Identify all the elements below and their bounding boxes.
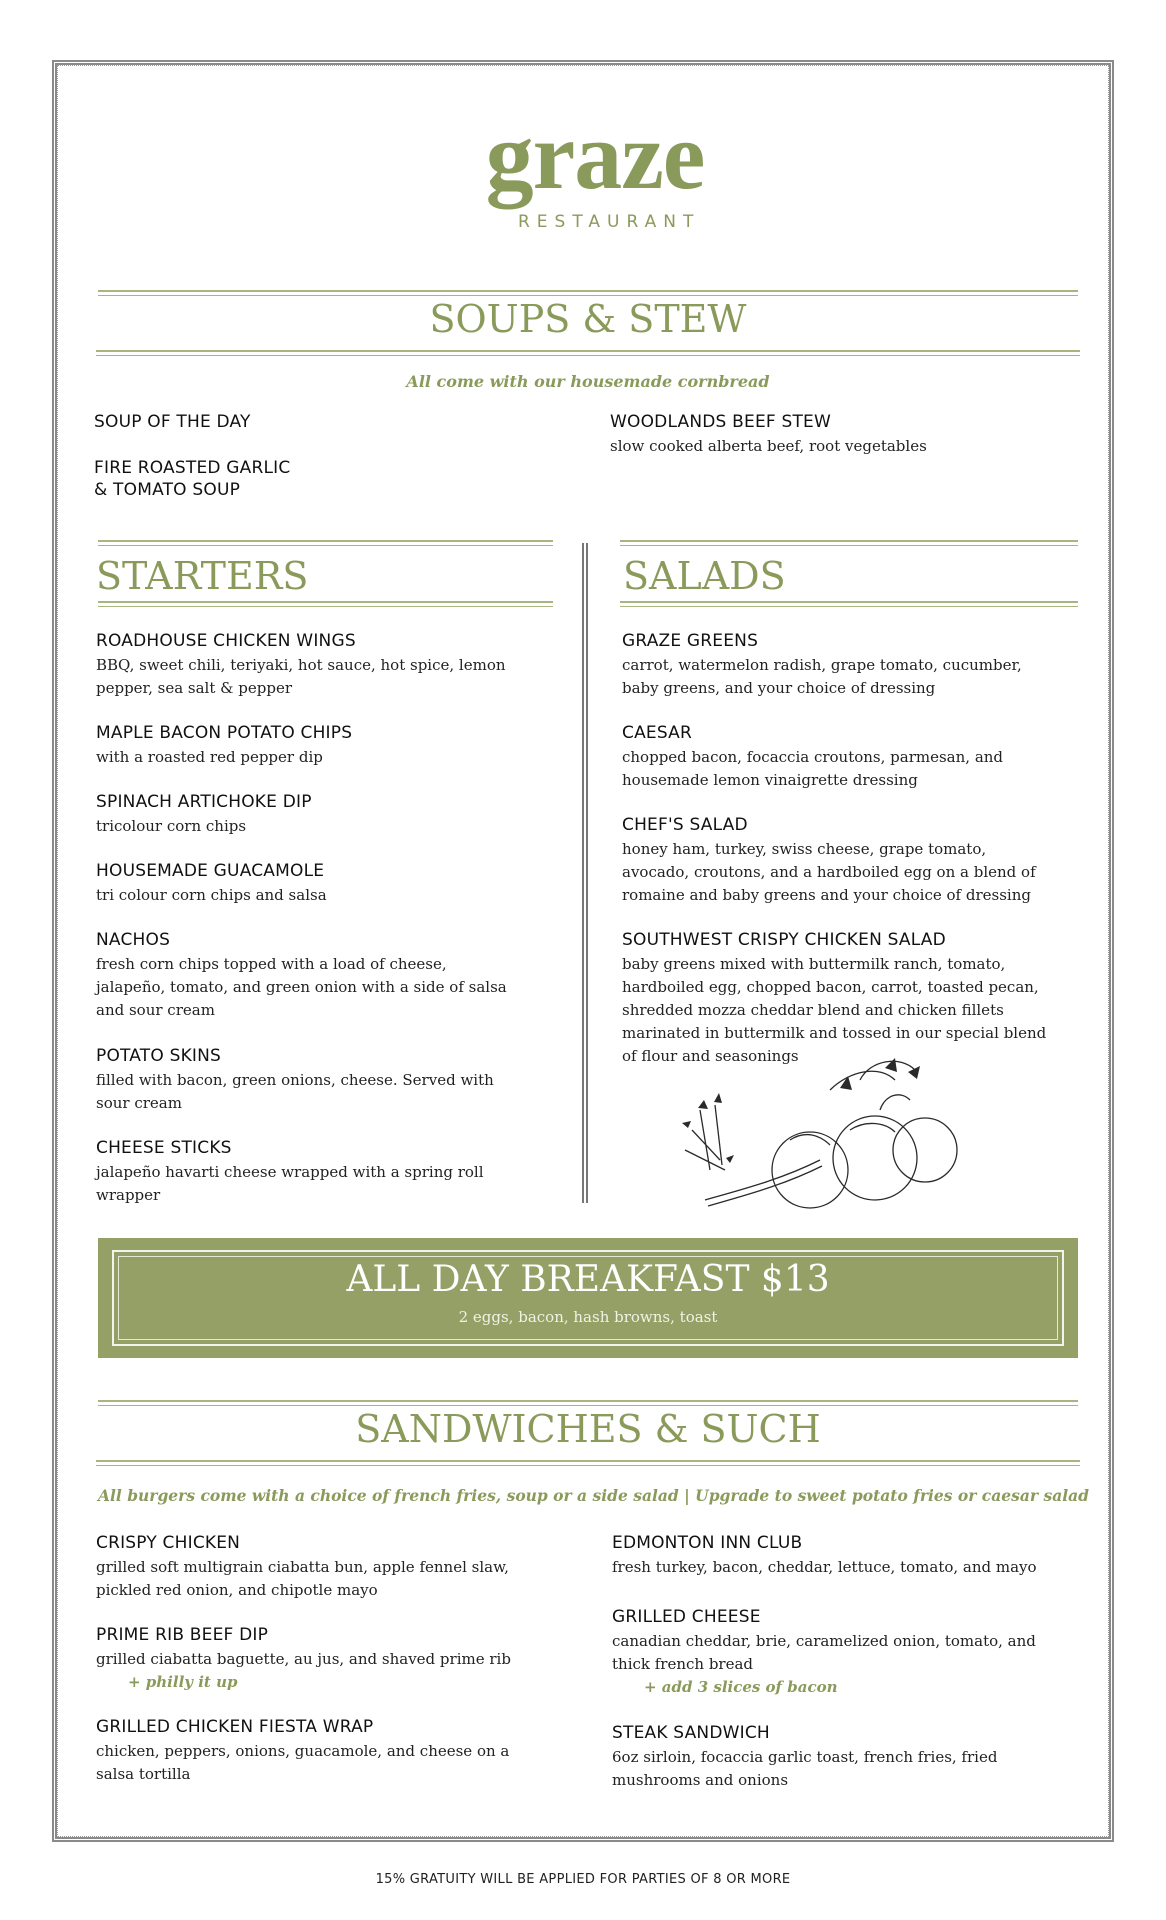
item-description: canadian cheddar, brie, caramelized onion, tomato, and thick french bread: [612, 1632, 1036, 1673]
item-name: CHEF'S SALAD: [622, 815, 748, 835]
logo-subtitle: RESTAURANT: [518, 212, 701, 232]
item-description: slow cooked alberta beef, root vegetables: [610, 437, 927, 455]
gratuity-notice: 15% GRATUITY WILL BE APPLIED FOR PARTIES OF 8 OR MORE: [375, 1872, 791, 1887]
section-title-soups: SOUPS & STEW: [429, 297, 747, 341]
sandwiches-rule-bottom: [96, 1460, 1080, 1466]
logo-wordmark: graze: [485, 102, 705, 209]
menu-item: [96, 791, 516, 838]
menu-item: [612, 1722, 1052, 1792]
menu-item: [96, 1624, 516, 1693]
menu-item: [94, 411, 514, 433]
item-name: CHEESE STICKS: [96, 1138, 232, 1158]
item-description: grilled ciabatta baguette, au jus, and shaved prime rib: [96, 1650, 511, 1668]
menu-item: [96, 722, 516, 769]
item-description: fresh corn chips topped with a load of cheese, jalapeño, tomato, and green onion with a side of salsa and sour cream: [96, 955, 507, 1019]
salads-rule-top: [620, 540, 1078, 546]
item-description: baby greens mixed with buttermilk ranch, tomato, hardboiled egg, chopped bacon, carrot, toasted pecan, shredded mozza cheddar blend and chicken fillets marinated in buttermilk and tossed in our special blend of flour and seasonings: [622, 955, 1047, 1065]
item-addon: + add 3 slices of bacon: [644, 1678, 838, 1696]
section-title-starters: STARTERS: [96, 554, 309, 598]
item-description: filled with bacon, green onions, cheese. Served with sour cream: [96, 1071, 494, 1112]
starters-rule-top: [98, 540, 553, 546]
item-name: GRAZE GREENS: [622, 631, 759, 651]
item-description: 6oz sirloin, focaccia garlic toast, french fries, fried mushrooms and onions: [612, 1748, 998, 1789]
soups-rule-top: [98, 290, 1078, 296]
item-name: STEAK SANDWICH: [612, 1723, 770, 1743]
item-name: HOUSEMADE GUACAMOLE: [96, 861, 325, 881]
item-description: carrot, watermelon radish, grape tomato, cucumber, baby greens, and your choice of dressing: [622, 656, 1022, 697]
item-name: ROADHOUSE CHICKEN WINGS: [96, 631, 356, 651]
soups-note: All come with our housemade cornbread: [406, 372, 770, 391]
item-name: WOODLANDS BEEF STEW: [610, 412, 832, 432]
menu-item: [612, 1532, 1052, 1579]
item-name: FIRE ROASTED GARLIC: [94, 458, 291, 478]
menu-item: [622, 722, 1052, 792]
item-description: honey ham, turkey, swiss cheese, grape tomato, avocado, croutons, and a hardboiled egg on a blend of romaine and baby greens and your choice of dressing: [622, 840, 1036, 904]
item-description: jalapeño havarti cheese wrapped with a spring roll wrapper: [96, 1163, 484, 1204]
menu-item: [96, 1716, 516, 1786]
item-description: grilled soft multigrain ciabatta bun, apple fennel slaw, pickled red onion, and chipotle mayo: [96, 1558, 509, 1599]
item-name: CRISPY CHICKEN: [96, 1533, 241, 1553]
breakfast-description: 2 eggs, bacon, hash browns, toast: [458, 1308, 718, 1326]
item-name: CAESAR: [622, 723, 692, 743]
item-description: chicken, peppers, onions, guacamole, and cheese on a salsa tortilla: [96, 1742, 510, 1783]
menu-item: [96, 929, 516, 1022]
item-description: chopped bacon, focaccia croutons, parmesan, and housemade lemon vinaigrette dressing: [622, 748, 1004, 789]
item-name: GRILLED CHICKEN FIESTA WRAP: [96, 1717, 374, 1737]
item-name: SOUP OF THE DAY: [94, 412, 251, 432]
item-name: SOUTHWEST CRISPY CHICKEN SALAD: [622, 930, 946, 950]
item-name: EDMONTON INN CLUB: [612, 1533, 803, 1553]
item-name: NACHOS: [96, 930, 171, 950]
salads-rule-bottom: [620, 601, 1078, 607]
starters-rule-bottom: [98, 601, 553, 607]
item-description: BBQ, sweet chili, teriyaki, hot sauce, hot spice, lemon pepper, sea salt & pepper: [96, 656, 506, 697]
item-description: tricolour corn chips: [96, 817, 247, 835]
item-name: PRIME RIB BEEF DIP: [96, 1625, 269, 1645]
section-title-salads: SALADS: [623, 554, 786, 598]
menu-item: [622, 929, 1052, 1068]
vegetable-illustration: [680, 1050, 970, 1215]
section-title-sandwiches: SANDWICHES & SUCH: [355, 1407, 821, 1451]
menu-item: [96, 860, 516, 907]
item-addon: + philly it up: [128, 1673, 238, 1691]
item-name: SPINACH ARTICHOKE DIP: [96, 792, 312, 812]
menu-item: [94, 457, 514, 501]
item-name: GRILLED CHEESE: [612, 1607, 761, 1627]
menu-item: [612, 1606, 1052, 1698]
item-name: POTATO SKINS: [96, 1046, 222, 1066]
menu-item: [622, 814, 1052, 907]
item-description: fresh turkey, bacon, cheddar, lettuce, tomato, and mayo: [612, 1558, 1037, 1576]
menu-item: [610, 411, 1080, 458]
sandwiches-rule-top: [98, 1400, 1078, 1406]
item-name-line2: & TOMATO SOUP: [94, 480, 241, 500]
soups-rule-bottom: [96, 350, 1080, 356]
menu-item: [96, 630, 516, 700]
column-divider: [582, 543, 588, 1203]
menu-item: [622, 630, 1052, 700]
menu-item: [96, 1137, 516, 1207]
breakfast-title: ALL DAY BREAKFAST $13: [346, 1259, 830, 1300]
menu-item: [96, 1532, 516, 1602]
item-name: MAPLE BACON POTATO CHIPS: [96, 723, 353, 743]
item-description: tri colour corn chips and salsa: [96, 886, 327, 904]
item-description: with a roasted red pepper dip: [96, 748, 323, 766]
menu-item: [96, 1045, 516, 1115]
sandwiches-note: All burgers come with a choice of french fries, soup or a side salad | Upgrade to sweet potato fries or caesar salad: [98, 1486, 1090, 1505]
